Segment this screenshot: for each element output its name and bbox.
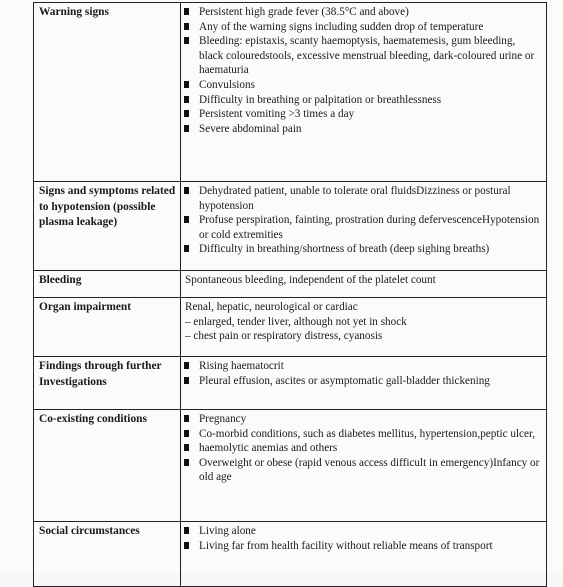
- row-label-hypotension: Signs and symptoms related to hypotension (possible plasma leakage): [34, 182, 181, 271]
- bullet-icon: [184, 110, 189, 117]
- row-content-warning-signs: [181, 3, 547, 182]
- bullet-icon: [184, 96, 189, 103]
- row-label-organ-impairment: Organ impairment: [34, 298, 181, 357]
- bullet-icon: [184, 245, 189, 252]
- text-line: – enlarged, tender liver, although not yet in shock: [185, 315, 407, 328]
- bullet-list: [181, 524, 540, 553]
- bullet-icon: [184, 444, 189, 451]
- bullet-icon: [184, 542, 189, 549]
- bullet-list: [181, 359, 540, 388]
- bullet-icon: [184, 37, 189, 44]
- table-row: [34, 3, 547, 182]
- list-item: Rising haematocrit: [181, 359, 540, 374]
- list-item: Living far from health facility without reliable means of transport: [181, 539, 540, 554]
- table-row: [34, 182, 547, 271]
- list-item: Dehydrated patient, unable to tolerate oral fluidsDizziness or postural hypotension: [181, 184, 540, 213]
- bullet-icon: [184, 430, 189, 437]
- bullet-icon: [184, 362, 189, 369]
- table-row: [34, 298, 547, 357]
- bleeding-text: Spontaneous bleeding, independent of the platelet count: [185, 274, 436, 286]
- row-label-coexisting: Co-existing conditions: [34, 410, 181, 522]
- list-item: Pleural effusion, ascites or asymptomatic gall-bladder thickening: [181, 374, 540, 389]
- bullet-list: [181, 412, 540, 485]
- list-item: Severe abdominal pain: [181, 122, 540, 137]
- row-content-coexisting: [181, 410, 547, 522]
- list-item: Pregnancy: [181, 412, 540, 427]
- bullet-icon: [184, 459, 189, 466]
- bullet-icon: [184, 187, 189, 194]
- row-label-bleeding: Bleeding: [34, 271, 181, 298]
- row-label-social: Social circumstances: [34, 522, 181, 587]
- table-row: [34, 522, 547, 587]
- table-row: [34, 410, 547, 522]
- list-item: Overweight or obese (rapid venous access difficult in emergency)Infancy or old age: [181, 456, 540, 485]
- list-item: Difficulty in breathing/shortness of breath (deep sighing breaths): [181, 242, 540, 257]
- row-content-social: [181, 522, 547, 587]
- list-item: Persistent high grade fever (38.5°C and above): [181, 5, 540, 20]
- bullet-icon: [184, 377, 189, 384]
- list-item: Bleeding: epistaxis, scanty haemoptysis, haematemesis, gum bleeding, black colouredstools, excessive menstrual bleeding, dark-coloured urine or haematuria: [181, 34, 540, 78]
- list-item: Co-morbid conditions, such as diabetes mellitus, hypertension,peptic ulcer,: [181, 427, 540, 442]
- row-label-warning-signs: Warning signs: [34, 3, 181, 182]
- row-label-findings: Findings through further Investigations: [34, 357, 181, 410]
- list-item: haemolytic anemias and others: [181, 441, 540, 456]
- bullet-list: [181, 184, 540, 257]
- bullet-list: [181, 5, 540, 136]
- bullet-icon: [184, 81, 189, 88]
- bullet-icon: [184, 527, 189, 534]
- bullet-icon: [184, 125, 189, 132]
- list-item: Profuse perspiration, fainting, prostration during defervescenceHypotension or cold extremities: [181, 213, 540, 242]
- list-item: Any of the warning signs including sudden drop of temperature: [181, 20, 540, 35]
- text-line: – chest pain or respiratory distress, cyanosis: [185, 330, 383, 343]
- row-content-findings: [181, 357, 547, 410]
- row-content-organ-impairment: [181, 298, 547, 357]
- warning-signs-table: [33, 2, 547, 587]
- list-item: Living alone: [181, 524, 540, 539]
- table-row: [34, 271, 547, 298]
- bullet-icon: [184, 415, 189, 422]
- bullet-icon: [184, 23, 189, 30]
- list-item: Persistent vomiting >3 times a day: [181, 107, 540, 122]
- bullet-icon: [184, 216, 189, 223]
- list-item: Difficulty in breathing or palpitation or breathlessness: [181, 93, 540, 108]
- table-row: [34, 357, 547, 410]
- row-content-hypotension: [181, 182, 547, 271]
- bullet-icon: [184, 8, 189, 15]
- row-content-bleeding: [181, 271, 547, 298]
- text-line: Renal, hepatic, neurological or cardiac: [185, 301, 358, 313]
- list-item: Convulsions: [181, 78, 540, 93]
